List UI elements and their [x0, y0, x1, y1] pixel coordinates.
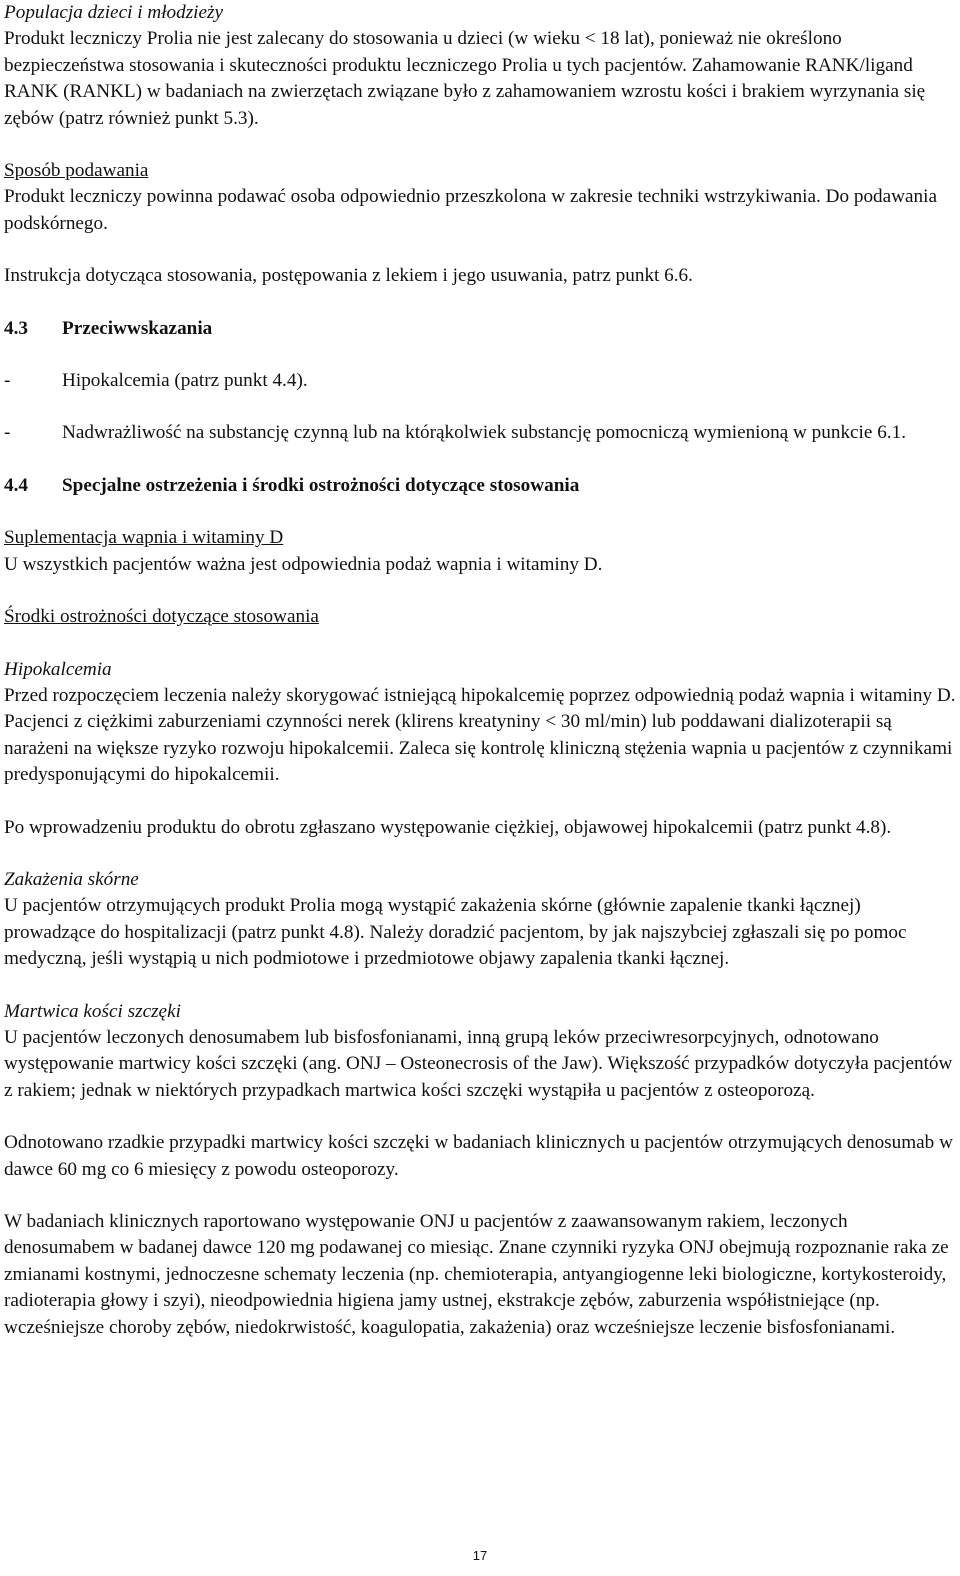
document-page	[4, 0, 956, 1341]
list-item	[4, 368, 956, 394]
section-heading-contraindications	[4, 316, 956, 342]
section-number: 4.3	[4, 317, 28, 339]
precautions-heading: Środki ostrożności dotyczące stosowania	[4, 606, 319, 628]
page-number: 17	[472, 1548, 488, 1563]
hypocalcemia-heading: Hipokalcemia	[4, 658, 112, 680]
administration-heading: Sposób podawania	[4, 160, 149, 182]
hypocalcemia-paragraph-1: Przed rozpoczęciem leczenia należy skorygować istniejącą hipokalcemię poprzez odpowiednią podaż wapnia i witaminy D. Pacjenci z ciężkimi zaburzeniami czynności nerek (klirens kreatyniny < 30 ml/min) lub poddawani dializoterapii są narażeni na większe ryzyko rozwoju hipokalcemii. Zaleca się kontrolę kliniczną stężenia wapnia u pacjentów z czynnikami predysponującymi do hipokalcemii.	[4, 684, 956, 786]
section-number: 4.4	[4, 474, 28, 496]
list-dash: -	[4, 422, 11, 444]
list-item	[4, 420, 956, 446]
section-title: Specjalne ostrzeżenia i środki ostrożności dotyczące stosowania	[62, 474, 580, 496]
administration-paragraph-1: Produkt leczniczy powinna podawać osoba odpowiednio przeszkolona w zakresie techniki wstrzykiwania. Do podawania podskórnego.	[4, 186, 937, 234]
skin-infections-paragraph: U pacjentów otrzymujących produkt Prolia mogą wystąpić zakażenia skórne (głównie zapalenie tkanki łącznej) prowadzące do hospitalizacji (patrz punkt 4.8). Należy doradzić pacjentom, by jak najszybciej zgłaszali się po pomoc medyczną, jeśli wystąpią u nich podmiotowe i przedmiotowe objawy zapalenia tkanki łącznej.	[4, 895, 907, 970]
section-title: Przeciwwskazania	[62, 317, 213, 339]
supplementation-heading: Suplementacja wapnia i witaminy D	[4, 527, 284, 549]
hypocalcemia-paragraph-2: Po wprowadzeniu produktu do obrotu zgłaszano występowanie ciężkiej, objawowej hipokalcemii (patrz punkt 4.8).	[4, 816, 892, 838]
pediatric-paragraph: Produkt leczniczy Prolia nie jest zalecany do stosowania u dzieci (w wieku < 18 lat), ponieważ nie określono bezpieczeństwa stosowania i skuteczności produktu leczniczego Prolia u tych pacjentów. Zahamowanie RANK/ligand RANK (RANKL) w badaniach na zwierzętach związane było z zahamowaniem wzrostu kości i brakiem wyrzynania się zębów (patrz również punkt 5.3).	[4, 28, 926, 129]
onj-paragraph-1: U pacjentów leczonych denosumabem lub bisfosfonianami, inną grupą leków przeciwresorpcyjnych, odnotowano występowanie martwicy kości szczęki (ang. ONJ – Osteonecrosis of the Jaw). Większość przypadków dotyczyła pacjentów z rakiem; jednak w niektórych przypadkach martwica kości szczęki wystąpiła u pacjentów z osteoporozą.	[4, 1026, 953, 1101]
list-item-text: Hipokalcemia (patrz punkt 4.4).	[62, 370, 308, 392]
onj-paragraph-3: W badaniach klinicznych raportowano występowanie ONJ u pacjentów z zaawansowanym rakiem, leczonych denosumabem w badanej dawce 120 mg podawanej co miesiąc. Znane czynniki ryzyka ONJ obejmują rozpoznanie raka ze zmianami kostnymi, jednoczesne schematy leczenia (np. chemioterapia, antyangiogenne leki biologiczne, kortykosteroidy, radioterapia głowy i szyi), nieodpowiednia higiena jamy ustnej, ekstrakcje zębów, zaburzenia współistniejące (np. wcześniejsze choroby zębów, niedokrwistość, koagulopatia, zakażenia) oraz wcześniejsze leczenie bisfosfonianami.	[4, 1211, 949, 1338]
onj-paragraph-2: Odnotowano rzadkie przypadki martwicy kości szczęki w badaniach klinicznych u pacjentów otrzymujących denosumab w dawce 60 mg co 6 miesięcy z powodu osteoporozy.	[4, 1132, 953, 1180]
pediatric-heading: Populacja dzieci i młodzieży	[4, 2, 224, 23]
list-item-text: Nadwrażliwość na substancję czynną lub na którąkolwiek substancję pomocniczą wymienioną w punkcie 6.1.	[62, 422, 906, 444]
skin-infections-heading: Zakażenia skórne	[4, 868, 139, 890]
supplementation-paragraph: U wszystkich pacjentów ważna jest odpowiednia podaż wapnia i witaminy D.	[4, 553, 603, 575]
list-dash: -	[4, 370, 11, 392]
section-heading-warnings	[4, 473, 956, 499]
onj-heading: Martwica kości szczęki	[4, 1000, 181, 1022]
administration-paragraph-2: Instrukcja dotycząca stosowania, postępowania z lekiem i jego usuwania, patrz punkt 6.6.	[4, 265, 693, 287]
